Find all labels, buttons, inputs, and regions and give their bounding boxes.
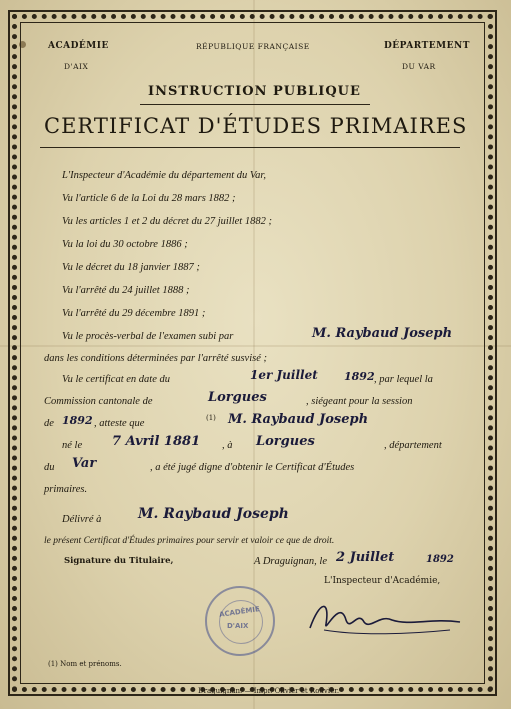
ministry-title: INSTRUCTION PUBLIQUE bbox=[148, 84, 361, 99]
footnote-marker: (1) bbox=[206, 414, 216, 422]
stamp-text: ACADÉMIE bbox=[218, 605, 261, 619]
republic-label: RÉPUBLIQUE FRANÇAISE bbox=[196, 42, 310, 51]
proces-verbal-text: Vu le procès-verbal de l'examen subi par bbox=[62, 331, 234, 342]
certificate-text: du bbox=[44, 462, 55, 473]
preamble-line: Vu la loi du 30 octobre 1886 ; bbox=[62, 239, 188, 250]
birth-date: 7 Avril 1881 bbox=[112, 434, 201, 449]
issue-year: 1892 bbox=[426, 554, 454, 565]
preamble-line: Vu l'arrêté du 24 juillet 1888 ; bbox=[62, 285, 190, 296]
preamble-line: Vu les articles 1 et 2 du décret du 27 juillet 1882 ; bbox=[62, 216, 272, 227]
certificate-date: 1er Juillet bbox=[250, 368, 318, 382]
certificate-text: , à bbox=[222, 440, 233, 451]
academie-name: D'AIX bbox=[64, 62, 89, 71]
birth-place: Lorgues bbox=[256, 434, 315, 449]
departement-label: DÉPARTEMENT bbox=[384, 41, 470, 51]
preamble-line: Vu le décret du 18 janvier 1887 ; bbox=[62, 262, 200, 273]
inspector-label: L'Inspecteur d'Académie, bbox=[324, 576, 441, 586]
certificate-text: Vu le certificat en date du bbox=[62, 374, 170, 385]
holder-signature-label: Signature du Titulaire, bbox=[64, 556, 174, 566]
page-title: CERTIFICAT D'ÉTUDES PRIMAIRES bbox=[44, 114, 468, 138]
departement-name: DU VAR bbox=[402, 62, 436, 71]
certificate-text: , par lequel la bbox=[374, 374, 433, 385]
preamble-line: Vu l'arrêté du 29 décembre 1891 ; bbox=[62, 308, 206, 319]
proces-verbal-text: dans les conditions déterminées par l'arrêté susvisé ; bbox=[44, 353, 268, 364]
certificate-text: primaires. bbox=[44, 484, 88, 495]
certificate-text: , siégeant pour la session bbox=[306, 396, 413, 407]
preamble-line: Vu l'article 6 de la Loi du 28 mars 1882 ; bbox=[62, 193, 236, 204]
certificate-text: de bbox=[44, 418, 54, 429]
certificate-text: Commission cantonale de bbox=[44, 396, 153, 407]
footnote: (1) Nom et prénoms. bbox=[48, 660, 122, 668]
delivery-text: Délivré à bbox=[62, 514, 102, 525]
department-name: Var bbox=[72, 456, 97, 471]
certificate-text: , atteste que bbox=[94, 418, 145, 429]
title-rule bbox=[140, 104, 370, 105]
certificate-text: , département bbox=[384, 440, 442, 451]
examinee-name: M. Raybaud Joseph bbox=[312, 326, 453, 341]
certificate-text: né le bbox=[62, 440, 83, 451]
official-stamp bbox=[205, 586, 275, 656]
certificate-text: , a été jugé digne d'obtenir le Certificat d'Études bbox=[150, 462, 355, 473]
printer-credit: Draguignan. — Impr. Olivier et Rouvier. bbox=[198, 687, 340, 695]
candidate-name: M. Raybaud Joseph bbox=[228, 412, 369, 427]
delivery-text: le présent Certificat d'Études primaires pour servir et valoir ce que de droit. bbox=[44, 536, 335, 546]
canton-name: Lorgues bbox=[208, 390, 267, 405]
issue-place: A Draguignan, le bbox=[254, 556, 328, 567]
recipient-name: M. Raybaud Joseph bbox=[138, 506, 289, 522]
title-rule bbox=[40, 147, 460, 148]
preamble-line: L'Inspecteur d'Académie du département du Var, bbox=[62, 170, 266, 181]
issue-date: 2 Juillet bbox=[336, 550, 395, 565]
session-year: 1892 bbox=[62, 414, 93, 427]
stamp-text: D'AIX bbox=[227, 622, 249, 630]
academie-label: ACADÉMIE bbox=[48, 41, 109, 51]
certificate-year: 1892 bbox=[344, 370, 375, 383]
inspector-signature-scribble bbox=[300, 590, 470, 640]
